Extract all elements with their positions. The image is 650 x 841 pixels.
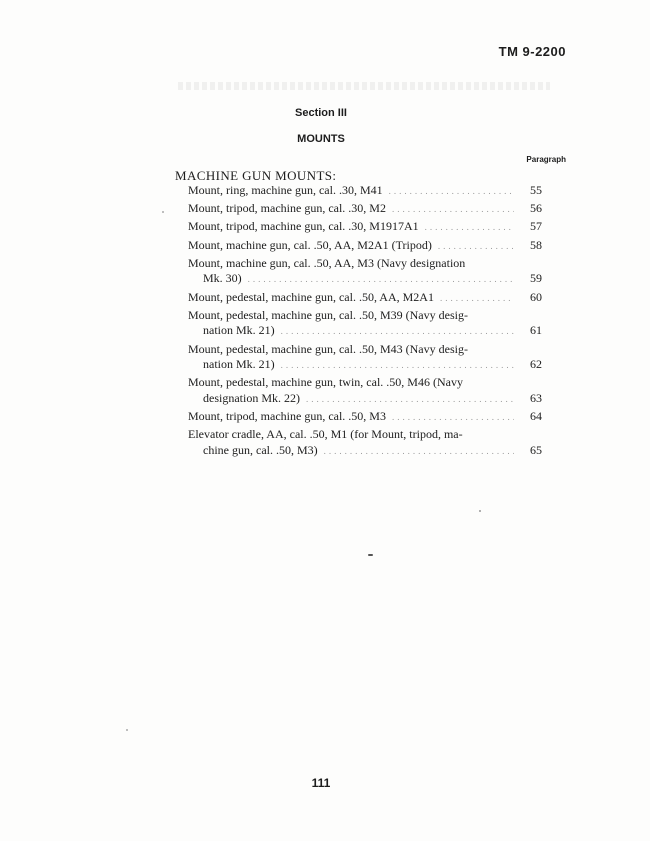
entry-text: Mount, machine gun, cal. .50, AA, M3 (Navy designation — [188, 255, 466, 270]
scan-speck — [162, 211, 164, 213]
entry-text: Mount, machine gun, cal. .50, AA, M2A1 (Tripod) — [188, 237, 432, 252]
paragraph-number: 57 — [530, 219, 542, 234]
leader-dots — [306, 392, 514, 408]
page-number: 111 — [311, 776, 331, 790]
paragraph-number: 62 — [530, 357, 542, 372]
contents-entry — [188, 238, 563, 255]
leader-dots — [392, 410, 514, 426]
bleed-through-text — [178, 82, 550, 90]
paragraph-number: 61 — [530, 323, 542, 338]
contents-entry — [188, 290, 563, 307]
leader-dots — [324, 444, 514, 460]
entry-text-continued: chine gun, cal. .50, M3) — [203, 442, 318, 457]
entry-text: Mount, pedestal, machine gun, cal. .50, M39 (Navy desig- — [188, 307, 468, 322]
entry-text: Mount, pedestal, machine gun, cal. .50, AA, M2A1 — [188, 289, 434, 304]
contents-entry — [188, 342, 563, 374]
contents-entry — [188, 256, 563, 288]
leader-dots — [389, 184, 514, 200]
scan-speck — [126, 729, 128, 731]
contents-entry — [188, 427, 563, 459]
leader-dots — [392, 202, 514, 218]
paragraph-number: 55 — [530, 183, 542, 197]
entry-text: Mount, tripod, machine gun, cal. .30, M1917A1 — [188, 219, 419, 234]
scan-speck — [368, 554, 373, 556]
leader-dots — [281, 324, 514, 340]
contents-entry — [188, 409, 563, 426]
paragraph-number: 63 — [530, 390, 542, 405]
entry-text: Mount, tripod, machine gun, cal. .50, M3 — [188, 409, 386, 424]
contents-entry — [188, 183, 563, 200]
leader-dots — [281, 358, 514, 374]
entry-text: Mount, pedestal, machine gun, cal. .50, M43 (Navy desig- — [188, 341, 468, 356]
paragraph-number: 58 — [530, 237, 542, 252]
contents-list — [188, 183, 563, 461]
entry-text: Mount, tripod, machine gun, cal. .30, M2 — [188, 201, 386, 216]
entry-text: Elevator cradle, AA, cal. .50, M1 (for Mount, tripod, ma- — [188, 427, 463, 442]
contents-entry — [188, 375, 563, 407]
paragraph-number: 65 — [530, 442, 542, 457]
leader-dots — [248, 272, 514, 288]
paragraph-number: 59 — [530, 271, 542, 286]
section-number: Section III — [295, 107, 347, 119]
entry-text: Mount, ring, machine gun, cal. .30, M41 — [188, 183, 383, 197]
leader-dots — [440, 291, 514, 307]
scan-speck — [479, 510, 481, 512]
contents-entry — [188, 308, 563, 340]
paragraph-number: 56 — [530, 201, 542, 216]
paragraph-number: 60 — [530, 289, 542, 304]
contents-entry — [188, 219, 563, 236]
section-title: MOUNTS — [297, 133, 345, 145]
entry-text-continued: nation Mk. 21) — [203, 323, 275, 338]
contents-entry — [188, 201, 563, 218]
leader-dots — [438, 239, 514, 255]
entry-text-continued: Mk. 30) — [203, 271, 242, 286]
paragraph-column-label: Paragraph — [526, 155, 566, 164]
entry-text: Mount, pedestal, machine gun, twin, cal. .50, M46 (Navy — [188, 375, 463, 390]
technical-manual-number: TM 9-2200 — [498, 44, 566, 59]
leader-dots — [425, 220, 514, 236]
entry-text-continued: nation Mk. 21) — [203, 357, 275, 372]
entry-text-continued: designation Mk. 22) — [203, 390, 300, 405]
paragraph-number: 64 — [530, 409, 542, 424]
group-heading: MACHINE GUN MOUNTS: — [175, 168, 337, 183]
